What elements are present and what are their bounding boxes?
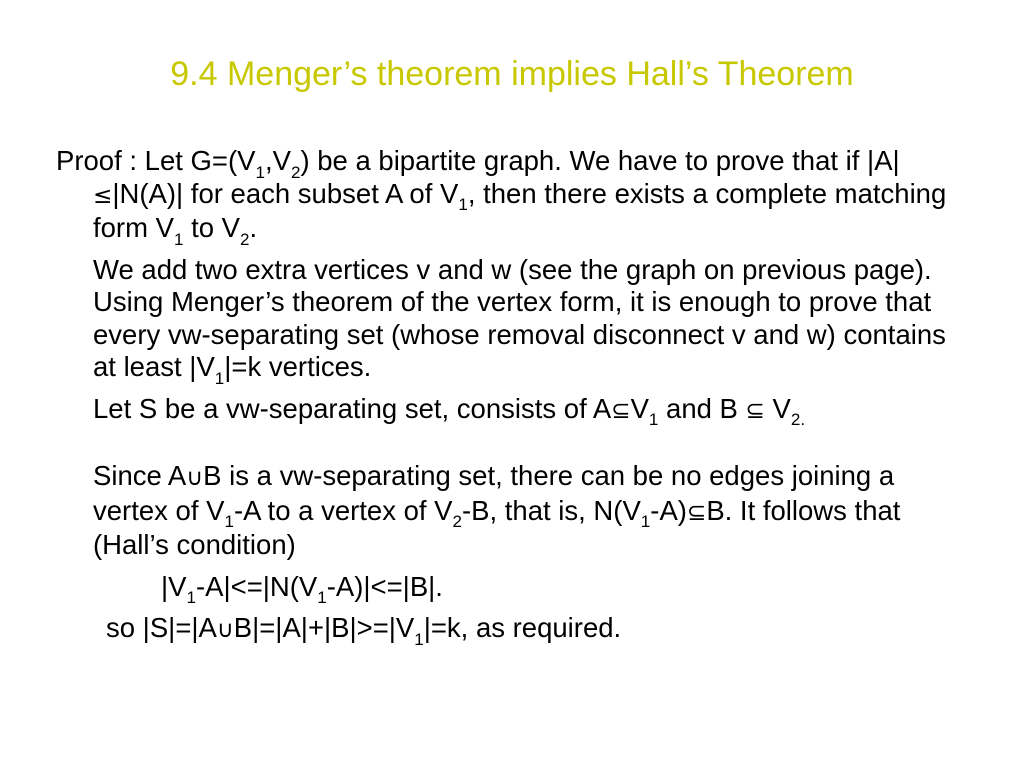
subscript: 1 — [186, 588, 196, 608]
text-run: V — [630, 392, 649, 424]
text-run: and B — [658, 392, 746, 424]
extra-vertices-paragraph — [56, 253, 971, 388]
no-edges-paragraph — [56, 460, 971, 562]
subset-symbol: ⊆ — [745, 397, 765, 424]
slide-title: 9.4 Menger’s theorem implies Hall’s Theorem — [170, 55, 854, 93]
subscript: 2. — [790, 410, 806, 430]
subscript: 1 — [317, 588, 327, 608]
text-run: |=k vertices. — [224, 351, 372, 382]
text-run: , then there exists a complete matching form V — [93, 177, 947, 243]
subscript: 1 — [224, 512, 234, 532]
text-run: |V — [161, 570, 187, 602]
subscript: 1 — [458, 195, 468, 215]
text-run: |=k, as required. — [423, 612, 622, 643]
text-run: We add two extra vertices v and w (see the graph on previous page). Using Menger’s theorem of the vertex form, it is enough to prove that every vw-separating set (whose removal disconnect v and w) contains at least |V — [93, 253, 946, 382]
subscript: 2 — [290, 162, 301, 182]
subscript: 1 — [414, 629, 424, 649]
text-run: B is a vw-separating set, there can be no edges joining a vertex of V — [93, 460, 895, 526]
subscript: 1 — [648, 410, 659, 430]
subset-symbol: ⊆ — [686, 499, 707, 526]
slide-body — [56, 145, 971, 647]
text-run: B. It follows that (Hall’s condition) — [93, 494, 901, 560]
text-run: ,V — [264, 145, 291, 176]
subscript: 1 — [640, 512, 651, 532]
subscript: 2 — [240, 229, 250, 249]
text-run: Since A — [93, 460, 187, 491]
text-run: -A) — [650, 494, 687, 526]
text-run: -A|<=|N(V — [195, 570, 318, 602]
text-run: so |S|=|A — [106, 612, 217, 643]
text-run: ) be a bipartite graph. We have to prove that if |A| — [300, 145, 900, 176]
subscript: 1 — [173, 229, 184, 249]
union-symbol: ∪ — [216, 617, 234, 643]
hall-condition-line — [56, 570, 971, 608]
text-run: to V — [183, 212, 241, 243]
text-run: |N(A)| for each subset A of V — [112, 177, 459, 209]
text-run: -B, that is, N(V — [462, 494, 641, 526]
leq-symbol: ≤ — [93, 182, 113, 209]
conclusion-line — [56, 612, 971, 647]
text-run: -A)|<=|B|. — [326, 570, 443, 602]
subset-symbol: ⊆ — [611, 397, 631, 424]
text-run: Proof : Let G=(V — [56, 145, 256, 176]
subscript: 2 — [452, 512, 462, 532]
separating-set-paragraph — [56, 393, 971, 428]
text-run: B|=|A|+|B|>=|V — [233, 612, 415, 643]
subscript: 1 — [214, 368, 225, 388]
text-run: Let S be a vw-separating set, consists of A — [93, 392, 612, 424]
proof-paragraph — [56, 145, 971, 249]
text-run: . — [249, 212, 258, 243]
union-symbol: ∪ — [186, 465, 204, 491]
text-run: V — [764, 392, 791, 424]
text-run: -A to a vertex of V — [233, 494, 453, 526]
subscript: 1 — [255, 162, 265, 182]
